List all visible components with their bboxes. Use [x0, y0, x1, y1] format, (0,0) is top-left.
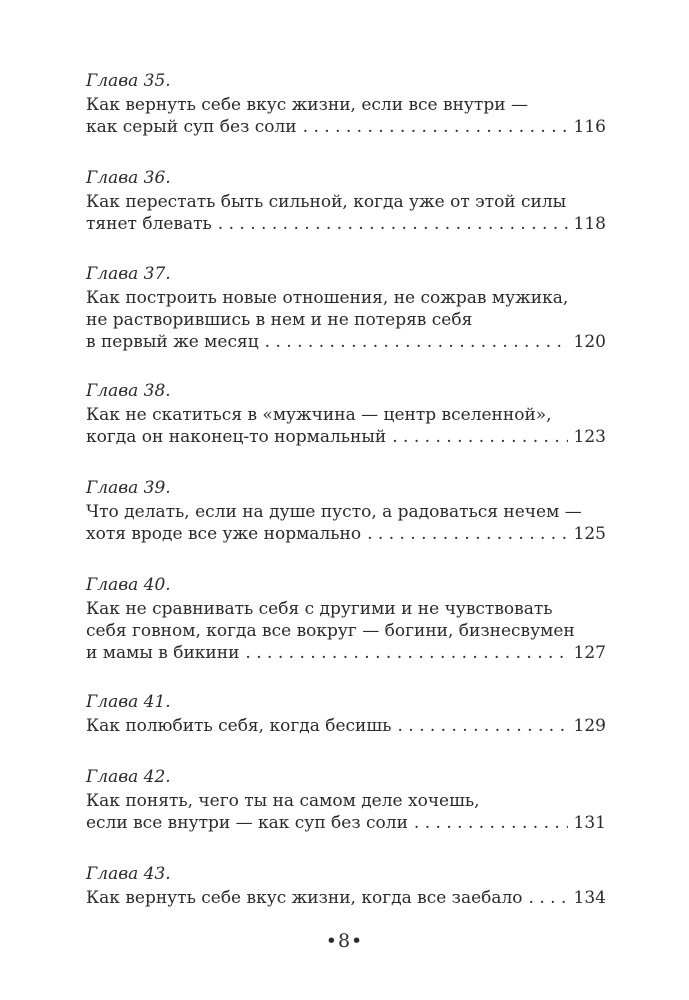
chapter-label: Глава 36.: [86, 168, 171, 188]
toc-entry-chapter-42[interactable]: [86, 767, 606, 834]
chapter-title-last-line: [86, 331, 606, 353]
chapter-label: Глава 39.: [86, 478, 171, 498]
chapter-label: Глава 35.: [86, 71, 171, 91]
page-number: 129: [573, 716, 606, 736]
chapter-label: Глава 38.: [86, 381, 171, 401]
page-number: 120: [573, 332, 606, 352]
dot-leader: [414, 812, 568, 834]
chapter-title-last-line: [86, 213, 606, 235]
dot-leader: [367, 523, 567, 545]
chapter-title-line: Как не сравнивать себя с другими и не чувствовать: [86, 599, 553, 619]
chapter-title-tail: когда он наконец-то нормальный: [86, 427, 387, 447]
dot-leader: [303, 116, 568, 138]
page-number: 125: [573, 524, 606, 544]
chapter-title-line: Как понять, чего ты на самом деле хочешь,: [86, 791, 480, 811]
chapter-title-line: Что делать, если на душе пусто, а радоваться нечем —: [86, 502, 582, 522]
toc-entry-chapter-36[interactable]: [86, 168, 606, 235]
page-number: 127: [573, 643, 606, 663]
page-number: 116: [573, 117, 606, 137]
chapter-title-tail: Как полюбить себя, когда бесишь: [86, 716, 392, 736]
dot-leader: [245, 642, 567, 664]
chapter-title-tail: в первый же месяц: [86, 332, 259, 352]
page-number: 134: [573, 888, 606, 908]
chapter-label: Глава 37.: [86, 264, 171, 284]
toc-entry-chapter-43[interactable]: [86, 864, 606, 909]
dot-leader: [218, 213, 568, 235]
dot-leader: [392, 426, 567, 448]
chapter-title-last-line: [86, 116, 606, 138]
toc-entry-chapter-39[interactable]: [86, 478, 606, 545]
chapter-title-tail: тянет блевать: [86, 214, 212, 234]
chapter-title-tail: как серый суп без соли: [86, 117, 297, 137]
chapter-label: Глава 40.: [86, 575, 171, 595]
dot-leader: [265, 331, 568, 353]
chapter-title-line: Как вернуть себе вкус жизни, если все внутри —: [86, 95, 528, 115]
page-number: 131: [573, 813, 606, 833]
toc-entry-chapter-40[interactable]: [86, 575, 606, 664]
chapter-title-last-line: [86, 426, 606, 448]
chapter-label: Глава 42.: [86, 767, 171, 787]
chapter-title-last-line: [86, 523, 606, 545]
page-folio: •8•: [325, 930, 364, 952]
chapter-title-last-line: [86, 715, 606, 737]
page-number: 118: [573, 214, 606, 234]
toc-entry-chapter-37[interactable]: [86, 264, 606, 353]
chapter-title-last-line: [86, 642, 606, 664]
chapter-title-tail: если все внутри — как суп без соли: [86, 813, 408, 833]
dot-leader: [397, 715, 567, 737]
dot-leader: [529, 887, 568, 909]
chapter-title-line: Как не скатиться в «мужчина — центр вселенной»,: [86, 405, 552, 425]
chapter-title-last-line: [86, 812, 606, 834]
chapter-title-tail: хотя вроде все уже нормально: [86, 524, 362, 544]
chapter-label: Глава 43.: [86, 864, 171, 884]
chapter-title-tail: Как вернуть себе вкус жизни, когда все заебало: [86, 888, 523, 908]
page-number: 123: [573, 427, 606, 447]
toc-entry-chapter-41[interactable]: [86, 692, 606, 737]
chapter-title-line: не растворившись в нем и не потеряв себя: [86, 310, 473, 330]
toc-entry-chapter-38[interactable]: [86, 381, 606, 448]
chapter-title-line: Как перестать быть сильной, когда уже от этой силы: [86, 192, 567, 212]
chapter-title-line: Как построить новые отношения, не сожрав мужика,: [86, 288, 569, 308]
chapter-title-last-line: [86, 887, 606, 909]
chapter-title-line: себя говном, когда все вокруг — богини, бизнесвумен: [86, 621, 575, 641]
chapter-title-tail: и мамы в бикини: [86, 643, 240, 663]
toc-entry-chapter-35[interactable]: [86, 71, 606, 138]
chapter-label: Глава 41.: [86, 692, 171, 712]
